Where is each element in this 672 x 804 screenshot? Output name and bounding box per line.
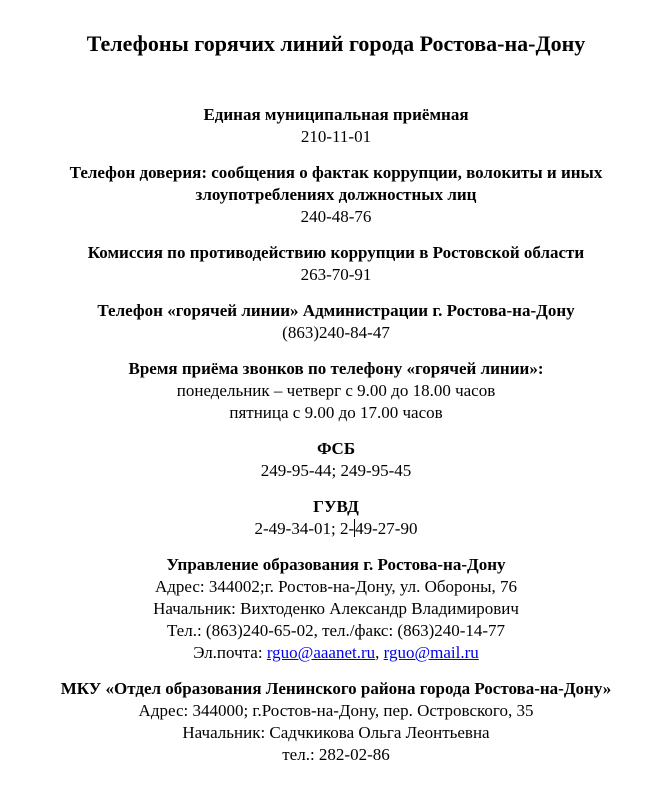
section-fsb xyxy=(28,438,644,482)
phone-line: 249-95-44; 249-95-45 xyxy=(260,461,412,480)
phone-line: тел.: 282-02-86 xyxy=(282,745,390,764)
section-heading: ГУВД xyxy=(313,497,359,516)
section-heading: ФСБ xyxy=(316,439,356,458)
section-heading: Телефон доверия: сообщения о фактак коррупции, волокиты и иных злоупотреблениях должностных лиц xyxy=(69,163,603,204)
email-link-mail[interactable]: rguo@mail.ru xyxy=(383,643,479,662)
section-administration-hotline xyxy=(28,300,644,344)
section-heading: Единая муниципальная приёмная xyxy=(203,105,469,124)
email-link-aaanet[interactable]: rguo@aaanet.ru xyxy=(266,643,376,662)
section-heading: Время приёма звонков по телефону «горячей линии»: xyxy=(128,359,544,378)
section-heading: Телефон «горячей линии» Администрации г. Ростова-на-Дону xyxy=(97,301,575,320)
address-line: Адрес: 344002;г. Ростов-на-Дону, ул. Обороны, 76 xyxy=(154,577,518,596)
section-hotline-hours xyxy=(28,358,644,424)
section-leninsky-district-education xyxy=(28,678,644,766)
section-heading: Комиссия по противодействию коррупции в Ростовской области xyxy=(87,243,585,262)
section-heading: МКУ «Отдел образования Ленинского района города Ростова-на-Дону» xyxy=(60,679,612,698)
chief-line: Начальник: Садчкикова Ольга Леонтьевна xyxy=(182,723,490,742)
phone-line: (863)240-84-47 xyxy=(282,323,390,342)
email-separator: , xyxy=(375,643,384,662)
address-line: Адрес: 344000; г.Ростов-на-Дону, пер. Островского, 35 xyxy=(138,701,534,720)
phone-line xyxy=(28,518,644,540)
section-municipal-reception xyxy=(28,104,644,148)
chief-line: Начальник: Вихтоденко Александр Владимирович xyxy=(153,599,519,618)
section-education-department xyxy=(28,554,644,664)
phone-line: 210-11-01 xyxy=(300,127,372,146)
email-label: Эл.почта: xyxy=(193,643,267,662)
email-line xyxy=(28,642,644,664)
phone-line: Тел.: (863)240-65-02, тел./факс: (863)240-14-77 xyxy=(166,621,506,640)
phone-text-after-cursor: 49-27-90 xyxy=(355,519,418,538)
section-anticorruption-commission xyxy=(28,242,644,286)
section-trust-phone xyxy=(28,162,644,228)
section-heading: Управление образования г. Ростова-на-Дону xyxy=(166,555,506,574)
phone-line: 263-70-91 xyxy=(300,265,372,284)
phone-text-before-cursor: 2-49-34-01; 2- xyxy=(254,519,355,538)
page-title: Телефоны горячих линий города Ростова-на-Дону xyxy=(86,31,586,56)
schedule-line: понедельник – четверг с 9.00 до 18.00 часов xyxy=(176,381,496,400)
schedule-line: пятница с 9.00 до 17.00 часов xyxy=(229,403,443,422)
section-guvd xyxy=(28,496,644,540)
phone-line: 240-48-76 xyxy=(300,207,372,226)
